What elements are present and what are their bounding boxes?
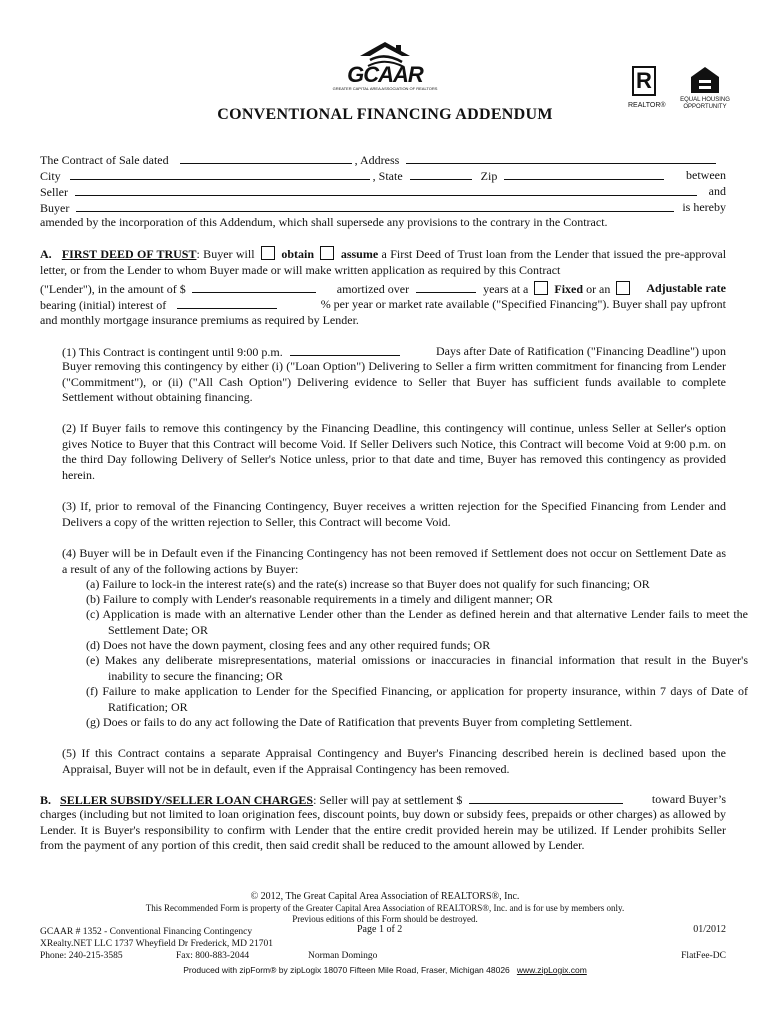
broker-line: XRealty.NET LLC 1737 Wheyfield Dr Frederick, MD 21701 (40, 939, 274, 949)
seller-field[interactable] (75, 184, 697, 196)
page-number: Page 1 of 2 (357, 924, 403, 935)
buyer-will-text: : Buyer will (196, 247, 255, 261)
assume-checkbox[interactable] (320, 246, 334, 260)
city-field[interactable] (70, 168, 370, 180)
buyer-field[interactable] (76, 200, 674, 212)
phone-line: Phone: 240-215-3585 (40, 951, 123, 961)
obtain-checkbox[interactable] (261, 246, 275, 260)
item-3-text: (3) If, prior to removal of the Financing Contingency, Buyer receives a written rejection for the Specified Financing from Lender and Delivers a copy of the written rejection to Seller, this Contract will become Void. (62, 499, 726, 529)
contract-dated-label: The Contract of Sale dated (40, 153, 169, 167)
term-years-field[interactable] (416, 281, 476, 293)
equal-housing-label: EQUAL HOUSING OPPORTUNITY (680, 97, 730, 110)
financing-days-field[interactable] (290, 344, 400, 356)
obtain-label: obtain (281, 247, 315, 261)
agent-name: Norman Domingo (308, 951, 378, 961)
item-4e: (e) Makes any deliberate misrepresentations, material omissions or inaccuracies in financial information that result in the Buyer's inability to secure the financing; OR (86, 653, 748, 683)
city-label: City (40, 169, 61, 183)
section-a-amount-line (40, 281, 726, 297)
section-a-paragraph (40, 246, 726, 278)
bearing-rest-text: % per year or market rate available ("Specified Financing"). Buyer shall pay upfront (320, 297, 726, 311)
recommended-line: This Recommended Form is property of the Greater Capital Area Association of REALTORS®, Inc. and is for use by members only. (145, 903, 625, 913)
state-label: , State (372, 169, 403, 183)
zip-field[interactable] (504, 168, 664, 180)
section-a-text: a First Deed of Trust loan from the Lender that issued the pre-approval letter, or from the Lender to whom Buyer made or will make written application as required by this Contract (40, 247, 727, 277)
lender-amount-label: ("Lender"), in the amount of $ (40, 282, 186, 296)
item-1-lead: (1) This Contract is contingent until 9:00 p.m. (62, 345, 283, 359)
item-4c: (c) Application is made with an alternative Lender other than the Lender as defined herein and that alternative Lender fails to meet the Settlement Date; OR (86, 607, 748, 637)
produced-line (0, 965, 770, 975)
form-date: 01/2012 (693, 924, 726, 935)
section-b-prefix: B. (40, 793, 52, 807)
item-4-text: (4) Buyer will be in Default even if the Financing Contingency has not been removed if Settlement does not occur on Settlement Date as a result of any of the following actions by Buyer: (62, 546, 726, 576)
seller-label: Seller (40, 185, 68, 199)
or-an-label: or an (586, 282, 611, 296)
is-hereby-label: is hereby (682, 200, 726, 214)
item-2-text: (2) If Buyer fails to remove this contingency by the Financing Deadline, this contingency will continue, unless Seller at Seller's option gives Notice to Buyer that this Contract will become Void. If Seller Delivers such Notice, this Contract will become Void at 9:00 p.m. on the third Day following Delivery of Seller's Notice unless, prior to that date and time, Buyer has removed this contingency as provided herein. (62, 421, 726, 482)
intro-amended: amended by the incorporation of this Addendum, which shall supersede any provisions to the contrary in the Contract. (40, 215, 608, 229)
item-4a: (a) Failure to lock-in the interest rate(s) and the rate(s) increase so that Buyer does not qualify for such financing; OR (86, 577, 650, 591)
and-label: and (708, 184, 726, 198)
item-4f: (f) Failure to make application to Lender for the Specified Financing, or application for property insurance, within 7 days of Date of Ratification; OR (86, 684, 748, 714)
produced-text: Produced with zipForm® by zipLogix 18070 Fifteen Mile Road, Fraser, Michigan 48026 (183, 965, 510, 975)
fixed-label: Fixed (554, 282, 584, 296)
between-label: between (686, 168, 726, 182)
logo-subtitle: GREATER CAPITAL AREA ASSOCIATION OF REALTORS (332, 86, 438, 91)
adjustable-label: Adjustable rate (646, 281, 726, 295)
toward-label: toward Buyer’s (651, 792, 726, 806)
item-4g: (g) Does or fails to do any act following the Date of Ratification that prevents Buyer from completing Settlement. (86, 715, 633, 729)
contract-date-field[interactable] (180, 152, 352, 164)
assume-label: assume (340, 247, 379, 261)
fax-line: Fax: 800-883-2044 (176, 951, 250, 961)
logo-text: GCAAR (347, 62, 423, 87)
ziplogix-link[interactable]: www.zipLogix.com (516, 965, 587, 975)
interest-rate-field[interactable] (177, 297, 277, 309)
address-field[interactable] (406, 152, 716, 164)
page-title: CONVENTIONAL FINANCING ADDENDUM (217, 106, 553, 123)
section-a-prefix: A. (40, 247, 52, 261)
amortized-label: amortized over (336, 282, 410, 296)
intro-line-2 (40, 168, 726, 184)
adjustable-checkbox[interactable] (616, 281, 630, 295)
zip-label: Zip (480, 169, 498, 183)
loan-amount-field[interactable] (192, 281, 316, 293)
section-b-first-line (40, 792, 726, 808)
item-1-tail: Days after Date of Ratification ("Financing Deadline") upon (435, 344, 726, 358)
years-label: years at a (483, 282, 529, 296)
item-4b: (b) Failure to comply with Lender's reasonable requirements in a timely and diligent manner; OR (86, 592, 553, 606)
gcaar-logo (330, 40, 440, 92)
state-field[interactable] (410, 168, 472, 180)
realtor-label: REALTOR® (628, 102, 666, 109)
seller-subsidy-field[interactable] (469, 792, 623, 804)
bearing-label: bearing (initial) interest of (40, 298, 167, 312)
section-a-monthly: and monthly mortgage insurance premiums as required by Lender. (40, 313, 359, 327)
item-5-text: (5) If this Contract contains a separate Appraisal Contingency and Buyer's Financing described herein is declined based upon the Appraisal, Buyer will not be in default, even if the Appraisal Contingency has been removed. (62, 746, 726, 776)
section-a-interest-line (40, 297, 726, 313)
intro-line-4 (40, 200, 726, 216)
intro-line-1 (40, 152, 726, 168)
intro-line-3 (40, 184, 726, 200)
address-label: , Address (354, 153, 400, 167)
section-a-heading: FIRST DEED OF TRUST (61, 247, 197, 261)
item-1-text: Buyer removing this contingency by either (i) ("Loan Option") Delivering to Seller a firm written commitment for financing from Lender ("Commitment"), or (ii) ("All Cash Option") Delivering evidence to Seller that Buyer has sufficient funds available to complete Settlement without obtaining financing. (62, 359, 726, 404)
item-1-first-line (62, 344, 726, 360)
section-b-lead: : Seller will pay at settlement $ (313, 793, 463, 807)
fixed-checkbox[interactable] (534, 281, 548, 295)
item-4d: (d) Does not have the down payment, closing fees and any other required funds; OR (86, 638, 491, 652)
form-id: GCAAR # 1352 - Conventional Financing Contingency (40, 927, 253, 937)
flatfee-label: FlatFee-DC (681, 951, 726, 961)
section-b-text: charges (including but not limited to loan origination fees, discount points, buy down or subsidy fees, prepaids or other charges) as allowed by Lender. It is Buyer's responsibility to confirm with Lender that the entire credit provided herein may be utilized. If Lender prohibits Seller from the payment of any portion of this credit, then said credit shall be reduced to the amount allowed by Lender. (40, 807, 726, 852)
previous-editions-line: Previous editions of this Form should be destroyed. (292, 914, 478, 924)
realtor-icon: R (632, 66, 656, 96)
buyer-label: Buyer (40, 201, 70, 215)
copyright-line: © 2012, The Great Capital Area Association of REALTORS®, Inc. (250, 891, 520, 902)
equal-housing-icon (690, 66, 720, 94)
section-b-heading: SELLER SUBSIDY/SELLER LOAN CHARGES (60, 793, 314, 807)
